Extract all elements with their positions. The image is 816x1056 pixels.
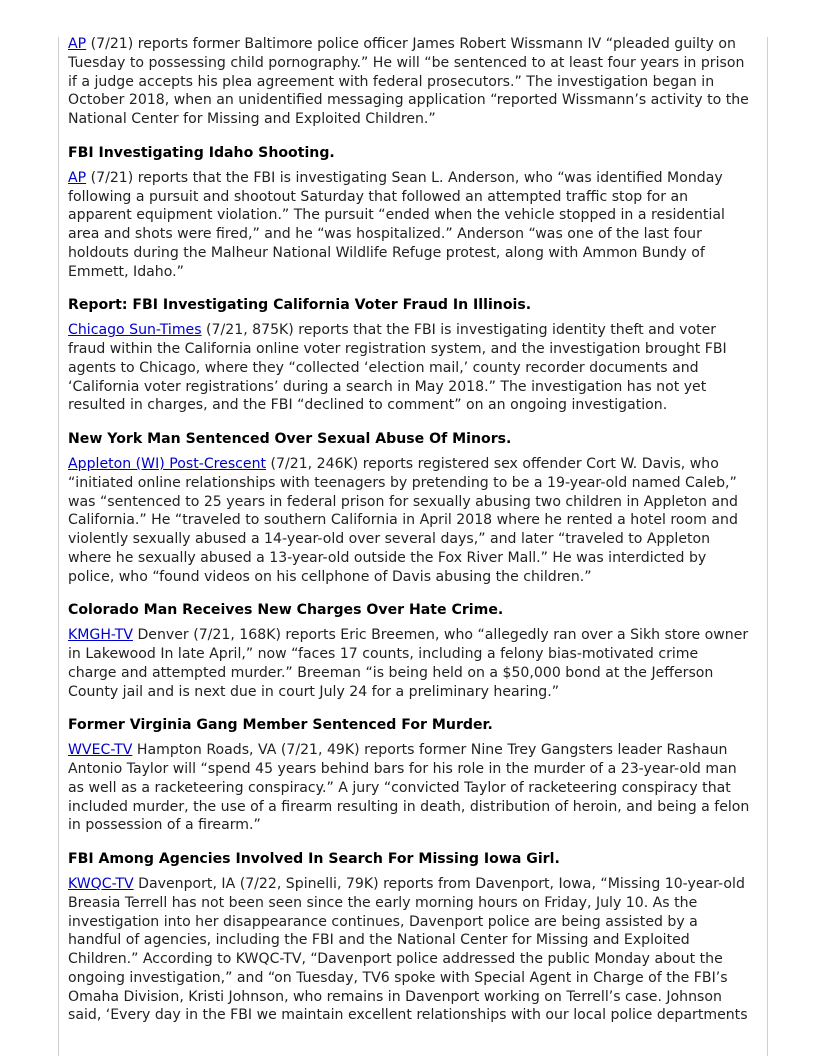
source-link-post-crescent[interactable]: Appleton (WI) Post-Crescent [68,456,267,472]
headline-idaho-shooting: FBI Investigating Idaho Shooting. [68,144,335,161]
article-text: (7/21) reports that the FBI is investigating Sean L. Anderson, who “was identified Monday following a pursuit and shootout Saturday that followed an attempted traffic stop for an apparent equipment violation.” The pursuit “ended when the vehicle stopped in a residential area and shots were fired,” and he “was hospitalized.” Anderson “was one of the last four holdouts during the Malheur National Wildlife Refuge protest, along with Ammon Bundy of Emmett, Idaho.” [68,169,725,280]
headline-ny-man-sentenced: New York Man Sentenced Over Sexual Abuse Of Minors. [68,431,512,447]
article-text: (7/21, 246K) reports registered sex offender Cort W. Davis, who “initiated online relationships with teenagers by pretending to be a 19-year-old named Caleb,” was “sentenced to 25 years in federal prison for sexually abusing two children in Appleton and California.” He “traveled to southern California in April 2018 where he rented a hotel room and violently sexually abused a 14-year-old over several days,” and later “traveled to Appleton where he sexually abused a 13-year-old outside the Fox River Mall.” He was interdicted by police, who “found videos on his cellphone of Davis abusing the children.” [68,456,738,585]
source-link-kmgh-tv[interactable]: KMGH-TV [68,627,133,644]
headline-missing-iowa-girl: FBI Among Agencies Involved In Search For Missing Iowa Girl. [68,851,560,867]
article-body-wissmann [68,35,750,129]
article-text: Denver (7/21, 168K) reports Eric Breemen, who “allegedly ran over a Sikh store owner in Lakewood In late April,” now “faces 17 counts, including a felony bias-motivated crime charge and attempted murder.” Breeman “is being held on a $50,000 bond at the Jefferson County jail and is next due in court July 24 for a preliminary hearing.” [68,627,749,700]
headline-colorado-hate-crime: Colorado Man Receives New Charges Over Hate Crime. [68,602,504,619]
source-link-ap[interactable]: AP [68,36,87,52]
source-link-chicago-sun-times[interactable]: Chicago Sun-Times [68,322,202,339]
article-text: (7/21) reports former Baltimore police officer James Robert Wissmann IV “pleaded guilty on Tuesday to possessing child pornography.” He will “be sentenced to at least four years in prison if a judge accepts his plea agreement with federal prosecutors.” The investigation began in October 2018, when an unidentified messaging application “reported Wissmann’s activity to the National Center for Missing and Exploited Children.” [68,36,749,127]
headline-voter-fraud: Report: FBI Investigating California Voter Fraud In Illinois. [68,297,532,314]
article-body-voter-fraud [68,321,750,415]
article-body-colorado-hate-crime [68,626,750,701]
headline-virginia-gang: Former Virginia Gang Member Sentenced For Murder. [68,717,493,734]
article-text: (7/21, 875K) reports that the FBI is investigating identity theft and voter fraud within the California online voter registration system, and the investigation brought FBI agents to Chicago, where they “collected ‘election mail,’ county recorder documents and ‘California voter registrations’ during a search in May 2018.” The investigation has not yet resulted in charges, and the FBI “declined to comment” on an ongoing investigation. [68,322,727,414]
article-body-ny-man-sentenced [68,455,750,586]
source-link-ap[interactable]: AP [68,169,87,186]
source-link-wvec-tv[interactable]: WVEC-TV [68,742,133,759]
article-body-virginia-gang [68,741,750,835]
article-body-missing-iowa-girl [68,875,750,1025]
news-column [68,35,750,1025]
article-body-idaho-shooting [68,169,750,282]
source-link-kwqc-tv[interactable]: KWQC-TV [68,876,134,892]
article-text: Hampton Roads, VA (7/21, 49K) reports former Nine Trey Gangsters leader Rashaun Antonio Taylor will “spend 45 years behind bars for his role in the murder of a 23-year-old man as well as a racketeering conspiracy.” A jury “convicted Taylor of racketeering conspiracy that included murder, the use of a firearm resulting in death, distribution of heroin, and being a felon in possession of a firearm.” [68,742,750,834]
article-text: Davenport, IA (7/22, Spinelli, 79K) reports from Davenport, Iowa, “Missing 10-year-old Breasia Terrell has not been seen since the early morning hours on Friday, July 10. As the investigation into her disappearance continues, Davenport police are being assisted by a handful of agencies, including the FBI and the National Center for Missing and Exploited Children.” According to KWQC-TV, “Davenport police addressed the public Monday about the ongoing investigation,” and “on Tuesday, TV6 spoke with Special Agent in Charge of the FBI’s Omaha Division, Kristi Johnson, who remains in Davenport working on Terrell’s case. Johnson said, ‘Every day in the FBI we maintain excellent relationships with our local police departments [68,876,748,1024]
